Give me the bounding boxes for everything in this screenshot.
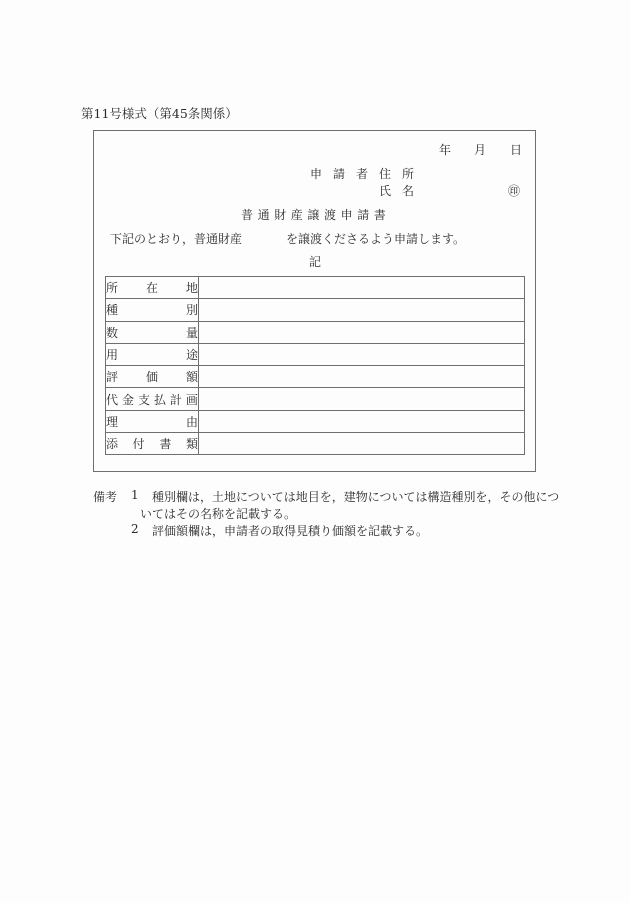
table-row (106, 343, 525, 365)
date-day-label: 日 (510, 143, 523, 157)
table-row (106, 410, 525, 432)
request-statement-before: 下記のとおり，普通財産 (110, 232, 243, 246)
notes-heading: 備考 (93, 490, 118, 504)
table-row (106, 388, 525, 410)
row-label-payment-plan: 代 金 支 払 計 画 (106, 388, 199, 410)
row-value-payment-plan[interactable] (199, 388, 525, 410)
seal-mark-icon: ㊞ (508, 184, 521, 198)
date-year-label: 年 (439, 143, 452, 157)
row-value-appraised-value[interactable] (199, 366, 525, 388)
note-2-line1: 評価額欄は，申請者の取得見積り価額を記載する。 (152, 524, 429, 538)
request-statement (110, 230, 465, 247)
note-2-number: 2 (131, 522, 139, 536)
row-value-purpose[interactable] (199, 343, 525, 365)
row-label-appraised-value: 評 価 額 (106, 366, 199, 388)
request-statement-after: を譲渡くださるよう申請します。 (286, 232, 466, 246)
row-value-type[interactable] (199, 299, 525, 321)
document-title: 普通財産譲渡申請書 (241, 208, 391, 222)
table-row (106, 366, 525, 388)
row-label-quantity: 数 量 (106, 321, 199, 343)
ki-heading: 記 (309, 255, 322, 269)
note-1-line2: いてはその名称を記載する。 (140, 507, 297, 521)
table-row (106, 433, 525, 455)
date-month-label: 月 (474, 143, 487, 157)
row-label-type: 種 別 (106, 299, 199, 321)
row-value-attachments[interactable] (199, 433, 525, 455)
row-label-location: 所 在 地 (106, 277, 199, 299)
row-label-attachments: 添 付 書 類 (106, 433, 199, 455)
note-1-number: 1 (131, 488, 139, 502)
form-number: 第11号様式（第45条関係） (81, 106, 238, 121)
row-value-location[interactable] (199, 277, 525, 299)
note-1-line1: 種別欄は，土地については地目を，建物については構造種別を，その他につ (152, 490, 560, 504)
row-value-quantity[interactable] (199, 321, 525, 343)
row-value-reason[interactable] (199, 410, 525, 432)
row-label-purpose: 用 途 (106, 343, 199, 365)
table-row (106, 299, 525, 321)
detail-table (105, 276, 525, 455)
table-row (106, 277, 525, 299)
table-row (106, 321, 525, 343)
row-label-reason: 理 由 (106, 410, 199, 432)
